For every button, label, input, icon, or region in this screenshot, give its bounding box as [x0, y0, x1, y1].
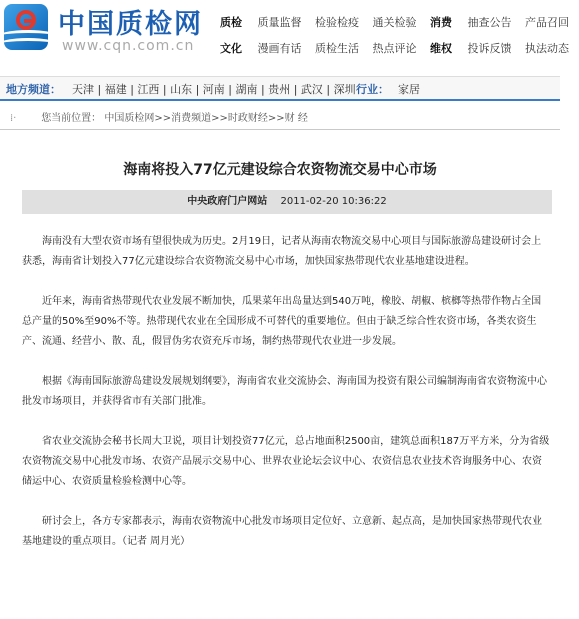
- industry-label: 行业：: [356, 83, 389, 96]
- nav-category-weiquan[interactable]: 维权: [430, 42, 452, 55]
- nav-category-zhijian[interactable]: 质检: [220, 16, 242, 29]
- site-logo-icon[interactable]: [4, 4, 48, 50]
- site-domain: www.cqn.com.cn: [62, 38, 195, 54]
- article-paragraph: 省农业交流协会秘书长周大卫说，项目计划投资77亿元，总占地面积2500亩，建筑总面积187万平方米，分为省级农资物流交易中心批发市场、农资产品展示交易中心、世界农业论坛会议中心、农资信息农业技术咨询服务中心、农资储运中心、农资质量检验检测中心等。: [22, 436, 550, 487]
- nav-link[interactable]: 漫画有话: [257, 42, 302, 55]
- nav-link[interactable]: 抽查公告: [467, 16, 512, 29]
- article-datetime: 2011-02-20 10:36:22: [280, 196, 387, 207]
- breadcrumb-prefix: 您当前位置：: [41, 113, 102, 124]
- nav-link[interactable]: 检验检疫: [315, 16, 359, 29]
- nav-link[interactable]: 执法动态: [525, 42, 569, 55]
- region-channel-bar: [0, 76, 560, 101]
- industry-link[interactable]: 家居: [398, 83, 420, 96]
- nav-link[interactable]: 质检生活: [315, 42, 359, 55]
- divider: [0, 129, 560, 130]
- location-icon: ⁞·: [10, 113, 17, 124]
- site-header: [0, 0, 569, 72]
- article-meta-bar: [22, 190, 552, 214]
- top-nav-row-1: [220, 14, 579, 30]
- region-city-links[interactable]: 天津 | 福建 | 江西 | 山东 | 河南 | 湖南 | 贵州 | 武汉 | 深圳: [72, 83, 356, 96]
- nav-link[interactable]: 通关检验: [372, 16, 417, 29]
- article-source: 中央政府门户网站: [187, 196, 268, 207]
- nav-link[interactable]: 质量监督: [257, 16, 302, 29]
- article-title: 海南将投入77亿元建设综合农资物流交易中心市场: [123, 162, 437, 178]
- nav-link[interactable]: 产品召回: [525, 16, 569, 29]
- region-label: 地方频道：: [6, 83, 61, 96]
- site-brand-name[interactable]: 中国质检网: [58, 9, 203, 40]
- top-nav-row-2: [220, 40, 579, 56]
- nav-link[interactable]: 热点评论: [372, 42, 417, 55]
- nav-category-wenhua[interactable]: 文化: [220, 42, 242, 55]
- breadcrumb: [10, 109, 308, 124]
- logo-wave-icon: [0, 38, 58, 51]
- breadcrumb-path[interactable]: 中国质检网>>消费频道>>时政财经>>财 经: [104, 113, 308, 124]
- article-paragraph: 海南没有大型农资市场有望很快成为历史。2月19日，记者从海南农物流交易中心项目与国际旅游岛建设研讨会上获悉，海南省计划投入77亿元建设综合农资物流交易中心市场，加快国家热带现代农业基地建设进程。: [22, 236, 542, 267]
- article-paragraph: 近年来，海南省热带现代农业发展不断加快，瓜果菜年出岛量达到540万吨，橡胶、胡椒、槟榔等热带作物占全国总产量的50%至90%不等。热带现代农业在全国形成不可替代的重要地位。但由于缺乏综合性农资市场，各类农资生产、流通、经营小、散、乱，假冒伪劣农资充斥市场，制约热带现代农业进一步发展。: [22, 296, 542, 347]
- article-body: [22, 232, 550, 572]
- article-paragraph: 根据《海南国际旅游岛建设发展规划纲要》，海南省农业交流协会、海南国为投资有限公司编制海南省农资物流中心批发市场项目，并获得省市有关部门批准。: [22, 376, 547, 407]
- nav-category-xiaofei[interactable]: 消费: [430, 16, 452, 29]
- nav-link[interactable]: 投诉反馈: [467, 42, 512, 55]
- logo-mark-icon: [12, 10, 40, 30]
- article-paragraph: 研讨会上，各方专家都表示，海南农资物流中心批发市场项目定位好、立意新、起点高，是加快国家热带现代农业基地建设的重点项目。（记者 周月光）: [22, 516, 542, 547]
